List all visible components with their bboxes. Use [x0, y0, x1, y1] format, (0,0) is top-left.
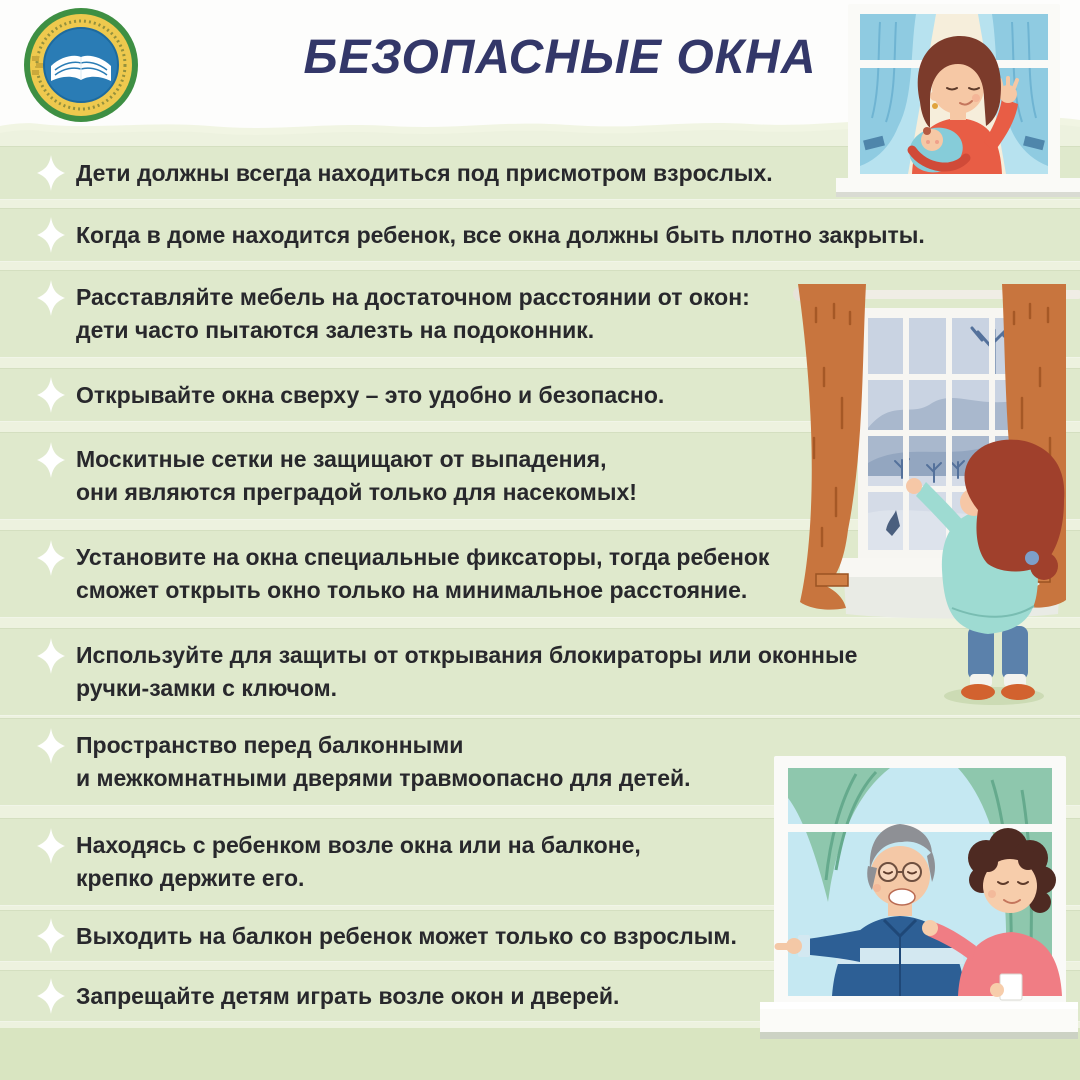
tip-line: Открывайте окна сверху – это удобно и безопасно.: [76, 381, 665, 408]
child-window-winter-illustration: [782, 278, 1080, 708]
sparkle-bullet-icon: [37, 442, 65, 478]
tip-line: и межкомнатными дверями травмоопасно для детей.: [76, 765, 691, 791]
sparkle-bullet-icon: [37, 217, 65, 253]
tip-line: ручки-замки с ключом.: [76, 675, 338, 701]
tip-line: Используйте для защиты от открывания блокираторы или оконные: [76, 642, 858, 668]
tip-text: [76, 208, 1080, 262]
sparkle-bullet-icon: [37, 978, 65, 1014]
sparkle-bullet-icon: [37, 155, 65, 191]
tip-line: Находясь с ребенком возле окна или на балконе,: [76, 832, 641, 858]
tip-item: [0, 208, 1080, 262]
tip-line: сможет открыть окно только на минимальное расстояние.: [76, 577, 748, 603]
sparkle-bullet-icon: [37, 377, 65, 413]
sparkle-bullet-icon: [37, 728, 65, 764]
tip-line: Установите на окна специальные фиксаторы, тогда ребенок: [76, 544, 770, 570]
tip-line: Расставляйте мебель на достаточном расстоянии от окон:: [76, 284, 750, 310]
grandparents-window-illustration: [760, 750, 1080, 1046]
sparkle-bullet-icon: [37, 280, 65, 316]
tip-line: Пространство перед балконными: [76, 732, 464, 758]
mother-baby-window-illustration: [836, 2, 1080, 202]
tip-line: Москитные сетки не защищают от выпадения,: [76, 446, 607, 472]
tip-line: Когда в доме находится ребенок, все окна должны быть плотно закрыты.: [76, 221, 925, 248]
sparkle-bullet-icon: [37, 638, 65, 674]
tip-line: дети часто пытаются залезть на подоконник.: [76, 317, 595, 343]
sparkle-bullet-icon: [37, 828, 65, 864]
page-title: БЕЗОПАСНЫЕ ОКНА: [303, 31, 817, 84]
ministry-emblem-logo: [22, 6, 140, 124]
tip-line: крепко держите его.: [76, 865, 305, 891]
tip-line: Выходить на балкон ребенок может только со взрослым.: [76, 922, 737, 949]
tip-line: Запрещайте детям играть возле окон и дверей.: [76, 982, 620, 1009]
sparkle-bullet-icon: [37, 540, 65, 576]
tip-line: Дети должны всегда находиться под присмотром взрослых.: [76, 159, 773, 186]
tip-line: они являются преградой только для насекомых!: [76, 479, 637, 505]
sparkle-bullet-icon: [37, 918, 65, 954]
